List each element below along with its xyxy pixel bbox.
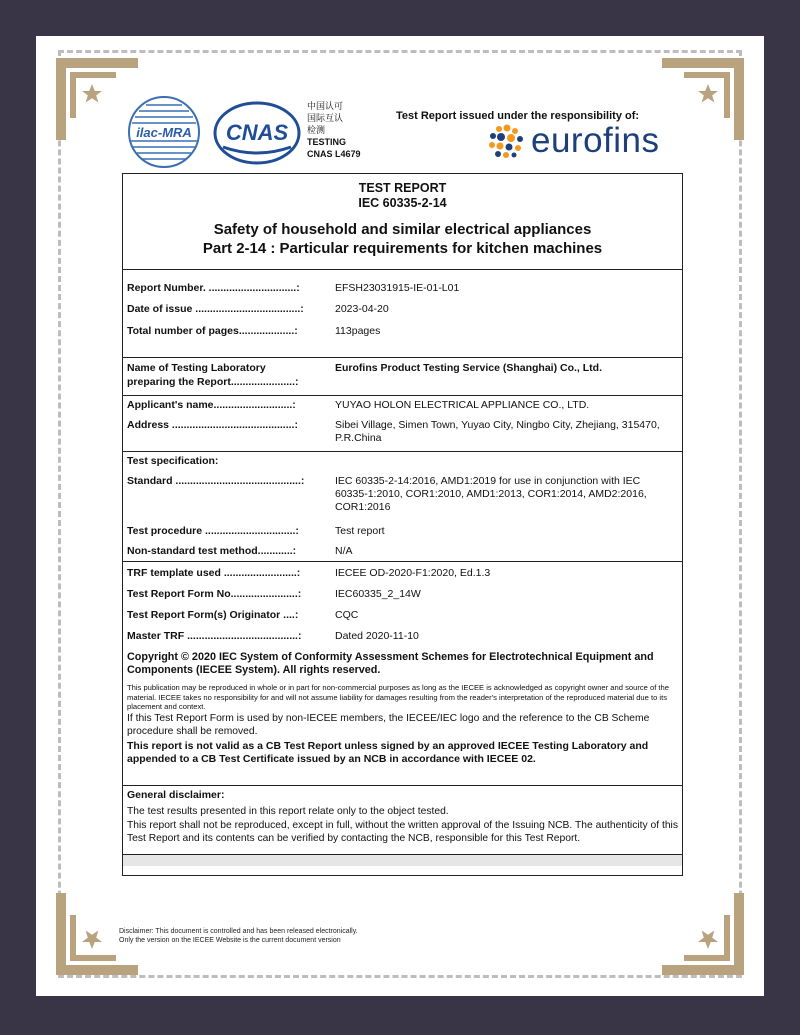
address-value: Sibei Village, Simen Town, Yuyao City, Ningbo City, Zhejiang, 315470, P.R.China [335,419,660,444]
laboratory-label-line-1: Name of Testing Laboratory [127,362,266,374]
corner-ornament-top-left [56,58,138,140]
non-standard-method-label: Non-standard test method............: [127,545,297,557]
eurofins-dots-icon [487,123,527,161]
report-heading: TEST REPORT [358,181,447,195]
standard-value: IEC 60335-2-14:2016, AMD1:2019 for use in conjunction with IEC 60335-1:2010, COR1:2010, AMD1:2013, COR1:2014, AMD2:2016, COR1:2016 [335,475,647,513]
footer-bar [123,854,682,866]
report-number-label: Report Number. ..............................: [127,282,300,294]
report-info-section [123,269,682,358]
report-number-value: EFSH23031915-IE-01-L01 [335,282,460,294]
total-pages-value: 113pages [335,325,381,337]
cnas-logo [213,101,301,165]
ilac-mra-logo [127,95,201,169]
applicant-section [123,395,682,452]
laboratory-value: Eurofins Product Testing Service (Shanghai) Co., Ltd. [335,362,602,374]
document-footer [119,927,358,945]
validity-notice: This report is not valid as a CB Test Report unless signed by an approved IECEE Testing Laboratory and appended to a CB Test Certificate issued by an NCB in accordance with IECEE 02. [127,740,649,765]
standard-heading: IEC 60335-2-14 [358,196,447,210]
total-pages-label: Total number of pages...................: [127,325,298,337]
test-procedure-label: Test procedure ...............................: [127,525,299,537]
trf-template-label: TRF template used .........................: [127,567,301,579]
laboratory-label-line-2: preparing the Report......................: [127,376,299,388]
address-label: Address ..........................................: [127,419,298,431]
date-of-issue-label: Date of issue ....................................: [127,303,304,315]
corner-ornament-top-right [662,58,744,140]
standard-label: Standard ...........................................: [127,475,305,487]
report-subtitle: Part 2-14 : Particular requirements for kitchen machines [202,240,603,257]
publication-notice: This publication may be reproduced in whole or in part for non-commercial purposes as long as the IECEE is acknowledged as copyright owner and source of the material. IECEE takes no responsibility for and will not assume liability for damages resulting from the reader's interpretation of the reproduced material due to its placement and context. [127,683,669,711]
cnas-logo-text: CNAS [225,120,289,145]
trf-template-value: IECEE OD-2020-F1:2020, Ed.1.3 [335,567,491,579]
cnas-cn-line-2: 国际互认 [307,113,344,123]
disclaimer-heading: General disclaimer: [127,789,225,801]
applicant-name-label: Applicant's name...........................: [127,399,296,411]
form-number-value: IEC60335_2_14W [335,588,421,600]
footer-line-1: Disclaimer: This document is controlled and has been released electronically. [119,928,358,935]
trf-section [123,561,682,786]
cnas-accreditation-text [307,100,361,160]
non-member-notice: If this Test Report Form is used by non-IECEE members, the IECEE/IEC logo and the reference to the CB Scheme procedure shall be removed. [127,713,650,737]
cnas-cn-line-1: 中国认可 [307,101,344,111]
form-number-label: Test Report Form No.......................: [127,588,302,600]
cnas-testing: TESTING [307,137,347,147]
report-frame [122,173,683,876]
report-title: Safety of household and similar electrical appliances [213,221,592,238]
disclaimer-line-2: This report shall not be reproduced, except in full, without the written approval of the Issuing NCB. The authenticity of this Test Report and its contents can be verified by contacting the NCB, responsible for this Test Report. [127,820,678,844]
form-originator-value: CQC [335,609,359,621]
eurofins-wordmark: eurofins [531,121,660,160]
disclaimer-line-1: The test results presented in this report relate only to the object tested. [127,806,449,817]
test-specification-section [123,451,682,562]
copyright-notice: Copyright © 2020 IEC System of Conformity Assessment Schemes for Electrotechnical Equipment and Components (IECEE System). All rights reserved. [127,651,654,676]
test-procedure-value: Test report [335,525,385,537]
footer-line-2: Only the version on the IECEE Website is the current document version [119,937,341,944]
corner-ornament-bottom-right [662,893,744,975]
master-trf-label: Master TRF ......................................: [127,630,302,642]
applicant-name-value: YUYAO HOLON ELECTRICAL APPLIANCE CO., LTD. [335,399,590,411]
cnas-cn-line-3: 检测 [307,125,326,135]
laboratory-section [123,357,682,396]
non-standard-method-value: N/A [335,545,353,557]
eurofins-logo [487,121,669,163]
test-specification-heading: Test specification: [127,455,219,467]
cnas-code: CNAS L4679 [307,149,361,159]
date-of-issue-value: 2023-04-20 [335,303,389,315]
responsibility-text: Test Report issued under the responsibility of: [396,110,640,122]
master-trf-value: Dated 2020-11-10 [335,630,419,642]
ilac-logo-text: ilac-MRA [136,125,192,140]
form-originator-label: Test Report Form(s) Originator ....: [127,609,299,621]
